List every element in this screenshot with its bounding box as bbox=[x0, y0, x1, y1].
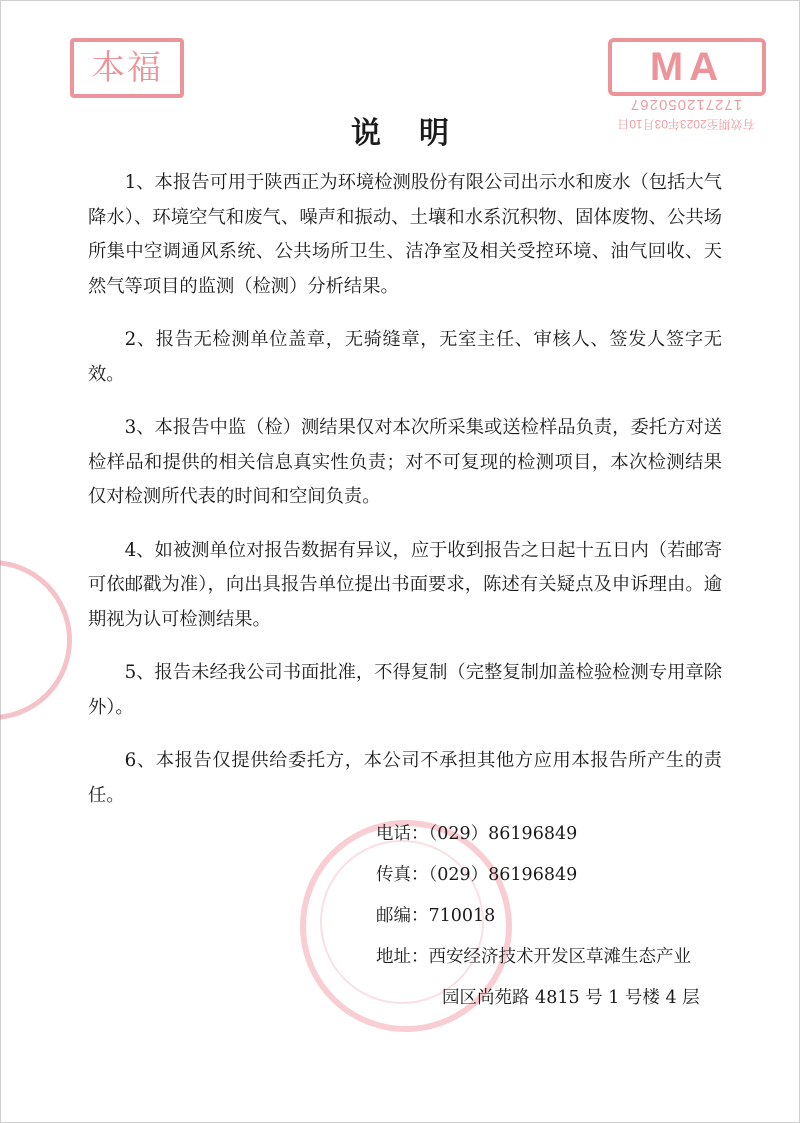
notice-paragraph-1: 1、本报告可用于陕西正为环境检测股份有限公司出示水和废水（包括大气降水）、环境空气和废气、噪声和振动、土壤和水系沉积物、固体废物、公共场所集中空调通风系统、公共场所卫生、洁净室及相关受控环境、油气回收、天然气等项目的监测（检测）分析结果。 bbox=[88, 172, 722, 297]
fax-value: （029）86196849 bbox=[428, 865, 578, 885]
postcode-value: 710018 bbox=[428, 906, 496, 926]
address-label: 地址： bbox=[376, 947, 429, 967]
contact-phone bbox=[376, 814, 756, 855]
notice-content bbox=[88, 166, 722, 832]
notice-paragraph-5: 5、报告未经我公司书面批准，不得复制（完整复制加盖检验检测专用章除外）。 bbox=[88, 662, 722, 718]
address-line-1: 西安经济技术开发区草滩生态产业 bbox=[428, 947, 691, 967]
page-title: 说明 bbox=[351, 116, 487, 151]
notice-paragraph-3: 3、本报告中监（检）测结果仅对本次所采集或送检样品负责，委托方对送检样品和提供的相关信息真实性负责；对不可复现的检测项目，本次检测结果仅对检测所代表的时间和空间负责。 bbox=[88, 417, 722, 507]
contact-fax bbox=[376, 855, 756, 896]
cma-stamp-mark: MA bbox=[608, 38, 766, 96]
address-line-2: 园区尚苑路 4815 号 1 号楼 4 层 bbox=[442, 988, 700, 1008]
contact-block bbox=[376, 814, 756, 1019]
fax-label: 传真： bbox=[376, 865, 429, 885]
benfu-stamp bbox=[70, 38, 184, 98]
phone-value: （029）86196849 bbox=[428, 824, 578, 844]
notice-paragraph-2: 2、报告无检测单位盖章，无骑缝章，无室主任、审核人、签发人签字无效。 bbox=[88, 329, 722, 385]
notice-paragraph-4: 4、如被测单位对报告数据有异议，应于收到报告之日起十五日内（若邮寄可依邮戳为准），向出具报告单位提出书面要求，陈述有关疑点及申诉理由。逾期视为认可检测结果。 bbox=[88, 539, 722, 630]
cma-stamp-number: 172712050267 bbox=[629, 96, 743, 113]
postcode-label: 邮编： bbox=[376, 906, 429, 926]
cma-stamp-validity: 有效期至2023年03月10日 bbox=[617, 117, 755, 131]
contact-postcode bbox=[376, 896, 756, 937]
phone-label: 电话： bbox=[376, 824, 429, 844]
notice-paragraph-6: 6、本报告仅提供给委托方，本公司不承担其他方应用本报告所产生的责任。 bbox=[88, 750, 722, 806]
benfu-stamp-text: 本福 bbox=[91, 48, 163, 88]
contact-address bbox=[376, 937, 756, 978]
contact-address-line-2 bbox=[376, 978, 756, 1019]
